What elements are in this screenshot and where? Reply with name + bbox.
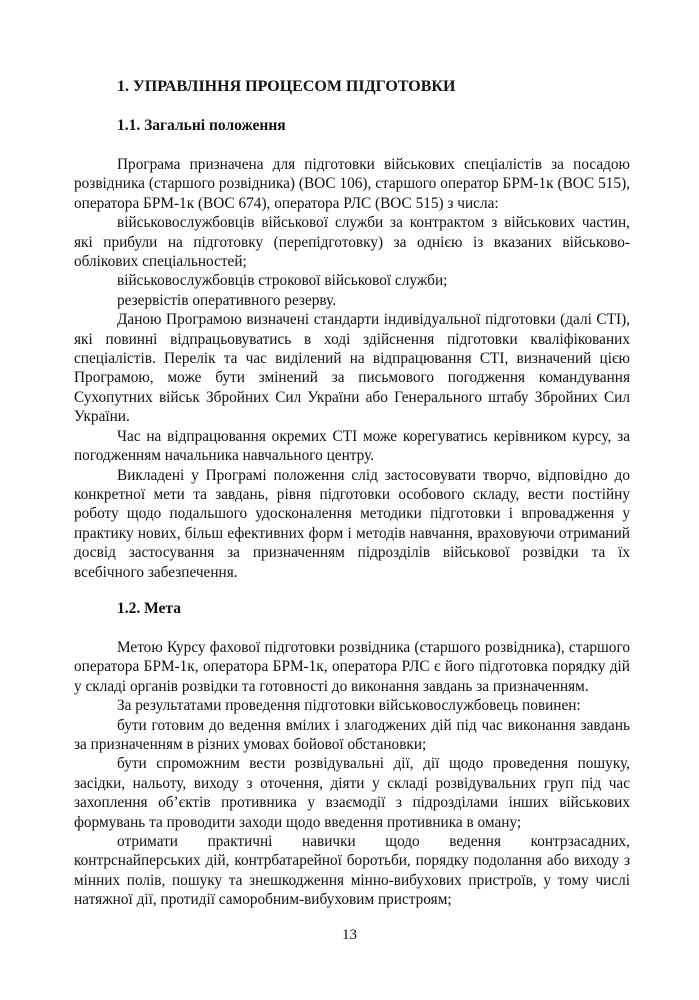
- goal-text: [74, 638, 630, 910]
- paragraph: За результатами проведення підготовки військовослужбовець повинен:: [117, 697, 581, 715]
- subsection-title-general: 1.1. Загальні положення: [117, 117, 286, 134]
- paragraph: резервістів оперативного резерву.: [117, 291, 337, 309]
- paragraph: Програма призначена для підготовки військових спеціалістів за посадою розвідника (старшого розвідника) (ВОС 106), старшого оператор БРМ-1к (ВОС 515), оператора БРМ-1к (ВОС 674), оператора РЛС (ВОС 515) з числа:: [74, 156, 630, 212]
- paragraph: Даною Програмою визначені стандарти індивідуальної підготовки (далі СТІ), які повинні відпрацьовуватись в ході здійснення підготовки кваліфікованих спеціалістів. Перелік та час виділений на відпрацювання СТІ, визначений цією Програмою, може бути змінений за письмового погодження командування Сухопутних військ Збройних Сил України або Генерального штабу Збройних Сил України.: [74, 311, 630, 426]
- paragraph: бути спроможним вести розвідувальні дії, дії щодо проведення пошуку, засідки, нальоту, виходу з оточення, діяти у складі розвідувальних груп під час захоплення об’єктів противника у взаємодії з підрозділами інших військових формувань та проводити заходи щодо введення противника в оману;: [74, 755, 630, 831]
- paragraph: Викладені у Програмі положення слід застосовувати творчо, відповідно до конкретної мети та завдань, рівня підготовки особового складу, вести постійну роботу щодо подальшого удосконалення методики підготовки і впровадження у практику нових, більш ефективних форм і методів навчання, враховуючи отриманий досвід застосування за призначенням підрозділів військової розвідки та їх всебічного забезпечення.: [74, 466, 630, 581]
- paragraph: військовослужбовців військової служби за контрактом з військових частин, які прибули на підготовку (перепідготовку) за однією із вказаних військово-облікових спеціальностей;: [74, 214, 630, 271]
- paragraph: отримати практичні навички щодо ведення контрзасадних, контрснайперських дій, контрбатарейної боротьби, порядку подолання або виходу з мінних полів, пошуку та знешкодження мінно-вибухових пристроїв, у тому числі натяжної дії, протидії саморобним-вибуховим пристроям;: [74, 833, 630, 909]
- page-number: 13: [342, 927, 357, 943]
- section-title: 1. УПРАВЛІННЯ ПРОЦЕСОМ ПІДГОТОВКИ: [117, 78, 456, 95]
- paragraph: Метою Курсу фахової підготовки розвідника (старшого розвідника), старшого оператора БРМ-1к, оператора БРМ-1к, оператора РЛС є його підготовка порядку дій у складі органів розвідки та готовності до виконання завдань за призначенням.: [74, 638, 630, 695]
- spacer: [74, 582, 630, 599]
- paragraph: Час на відпрацювання окремих СТІ може корегуватись керівником курсу, за погодженням начальника навчального центру.: [74, 427, 630, 465]
- paragraph: бути готовим до ведення вмілих і злагоджених дій під час виконання завдань за призначенням в різних умовах бойової обстановки;: [74, 716, 630, 753]
- paragraph: військовослужбовців строкової військової служби;: [117, 272, 448, 290]
- subsection-title-goal: 1.2. Мета: [117, 599, 181, 617]
- page-body: [74, 74, 630, 910]
- general-provisions-text: [74, 155, 630, 582]
